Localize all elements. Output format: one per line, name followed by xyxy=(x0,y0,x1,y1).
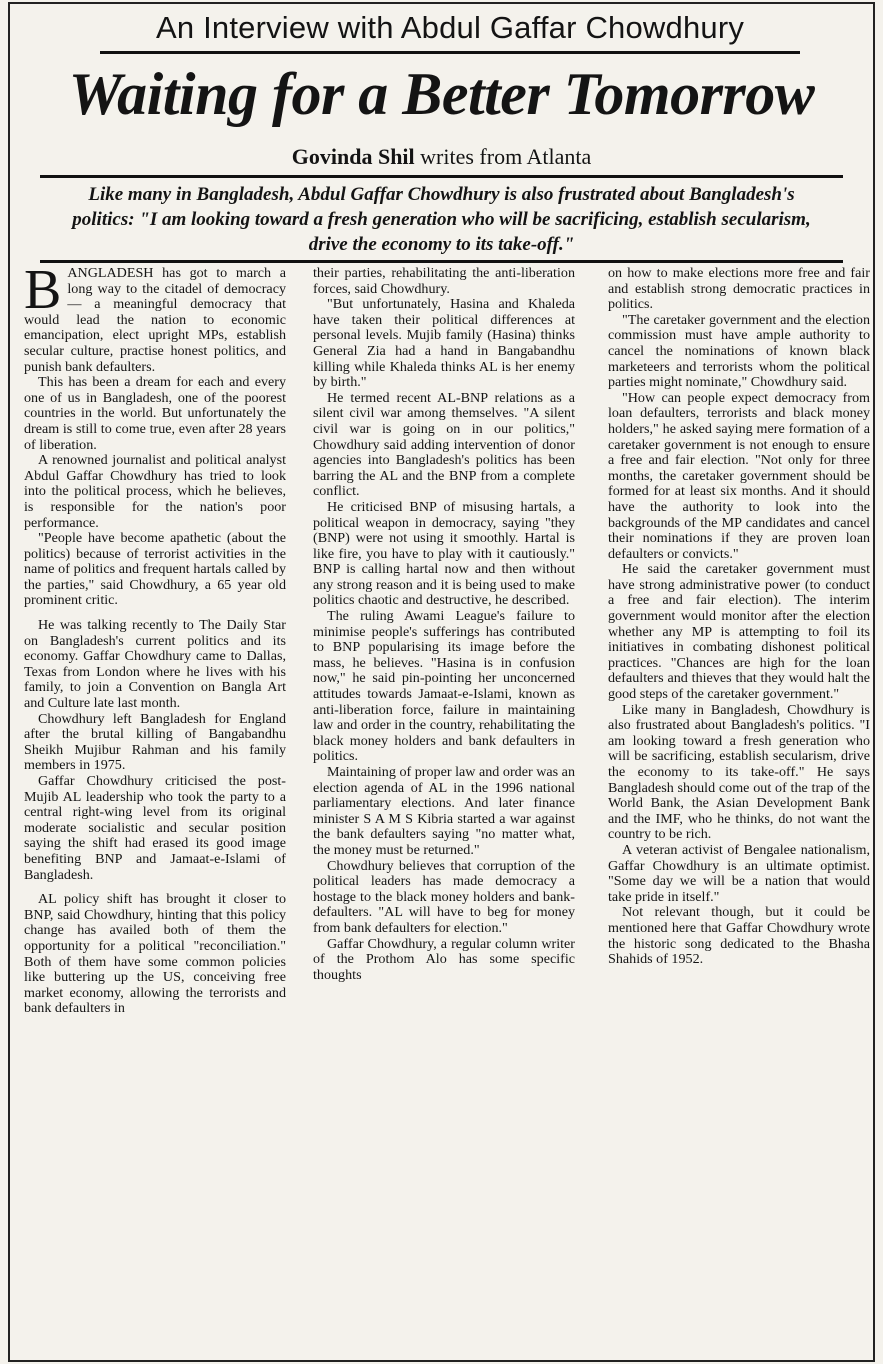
kicker: An Interview with Abdul Gaffar Chowdhury xyxy=(155,10,745,45)
article-paragraph: He criticised BNP of misusing hartals, a political weapon in democracy, saying "they (BNP) were not using it smoothly. Hartal is like fire, you have to play with it cautiously." BNP is calling hartal now and then without any strong reason and it is being used to make politics chaotic and destructive, he described. xyxy=(313,498,575,609)
article-column-1 xyxy=(24,266,286,1356)
article-paragraph: Chowdhury believes that corruption of the political leaders has made democracy a hostage to the black money holders and bank-defaulters. "AL will have to beg for money from bank defaulters for election." xyxy=(313,857,575,936)
article-paragraph: Not relevant though, but it could be mentioned here that Gaffar Chowdhury wrote the historic song dedicated to the Bhasha Shahids of 1952. xyxy=(608,904,870,968)
byline xyxy=(0,142,883,172)
paragraph-text: ANGLADESH has got to march a long way to the citadel of democracy — a meaningful democracy that would lead the nation to economic emancipation, elect upright MPs, establish secular culture, practise honest politics, and punish bank defaulters. xyxy=(24,266,286,375)
article-paragraph: "How can people expect democracy from loan defaulters, terrorists and black money holders," he asked saying mere formation of a caretaker government is not enough to ensure a free and fair election. "Not only for three months, the caretaker government should be formed for at least six months. And it should have the authority to look into the backgrounds of the MP candidates and cancel their nominations if they are proven loan defaulters or convicts." xyxy=(608,389,870,562)
pullquote-rule-bottom xyxy=(40,260,843,263)
article-paragraph: A renowned journalist and political analyst Abdul Gaffar Chowdhury has tried to look into the political process, which he believes, is responsible for the nation's poor performance. xyxy=(24,452,286,531)
border-left xyxy=(8,2,10,1362)
kicker-block xyxy=(100,8,800,56)
kicker-underline xyxy=(100,51,800,54)
article-paragraph: Like many in Bangladesh, Chowdhury is also frustrated about Bangladesh's politics. "I am looking toward a fresh generation who will be sacrificing, establish secularism, drive the economy to its take-off." He says Bangladesh should come out of the trap of the World Bank, the Asian Development Bank and the IMF, who he thinks, do not want the country to be rich. xyxy=(608,701,870,843)
byline-rest: writes from Atlanta xyxy=(420,144,592,169)
article-paragraph: Gaffar Chowdhury criticised the post-Mujib AL leadership who took the party to a central right-wing level from its original moderate socialistic and secular position saying the shift had erased its good image benefiting BNP and Jamaat-e-Islami of Bangladesh. xyxy=(24,773,286,883)
article-body xyxy=(24,266,869,1356)
article-paragraph: AL policy shift has brought it closer to BNP, said Chowdhury, hinting that this policy change has availed both of them the opportunity for a political "reconciliation." Both of them have some common policies like buttering up the US, conceiving free market economy, allowing the terrorists and bank defaulters in xyxy=(24,891,286,1017)
article-paragraph: "But unfortunately, Hasina and Khaleda have taken their political differences at personal levels. Mujib family (Hasina) thinks General Zia had a hand in Bangabandhu killing while Khaleda thinks AL is her enemy by birth." xyxy=(313,296,575,391)
headline: Waiting for a Better Tomorrow xyxy=(68,61,815,127)
article-paragraph: A veteran activist of Bengalee nationalism, Gaffar Chowdhury is an ultimate optimist. "Some day we will be a nation that would take pride in itself." xyxy=(608,841,870,905)
pullquote-rule-top xyxy=(40,175,843,178)
article-paragraph: He termed recent AL-BNP relations as a silent civil war among themselves. "A silent civil war is going on in our politics," Chowdhury said adding intervention of donor agencies into Bangladesh's politics has been barring the AL and the BNP from a complete conflict. xyxy=(313,389,575,500)
article-paragraph: He said the caretaker government must have strong administrative power (to conduct a free and fair election). The interim government would monitor after the election whether any MP is attempting to foil its initiatives in combating dishonest political practices. "Chances are high for the loan defaulters and thieves that they would halt the good steps of the caretaker government." xyxy=(608,561,870,703)
article-paragraph: The ruling Awami League's failure to minimise people's sufferings has contributed to BNP popularising its image before the mass, he believes. "Hasina is in confusion now," he said pin-pointing her unconcerned attitudes towards Jamaat-e-Islami, known as anti-liberation force, failure in maintaining law and order in the country, rehabilitating the black money holders and bank defaulters in politics. xyxy=(313,608,575,765)
article-paragraph: "People have become apathetic (about the politics) because of terrorist activities in the name of politics and frequent hartals called by the parties," said Chowdhury, a 65 year old prominent critic. xyxy=(24,530,286,609)
border-right xyxy=(873,2,875,1362)
drop-cap: B xyxy=(24,266,62,321)
article-paragraph: He was talking recently to The Daily Star on Bangladesh's current politics and its economy. Gaffar Chowdhury came to Dallas, Texas from London where he lives with his family, to join a Convention on Bangla Art and Culture late last month. xyxy=(24,617,286,712)
article-paragraph: Maintaining of proper law and order was an election agenda of AL in the 1996 national parliamentary elections. And later finance minister S A M S Kibria started a war against the bank defaulters saying "no matter what, the money must be returned." xyxy=(313,764,575,858)
article-paragraph: "The caretaker government and the election commission must have ample authority to cancel the nominations of known black marketeers and terrorists whom the political parties might nominate," Chowdhury said. xyxy=(608,311,870,391)
article-column-2 xyxy=(313,266,575,1356)
article-paragraph: This has been a dream for each and every one of us in Bangladesh, one of the poorest countries in the world. But unfortunately the dream is still to come true, even after 28 years of liberation. xyxy=(24,374,286,453)
article-paragraph: on how to make elections more free and fair and establish strong democratic practices in politics. xyxy=(608,266,870,313)
article-paragraph: Chowdhury left Bangladesh for England after the brutal killing of Bangabandhu Sheikh Mujibur Rahman and his family members in 1975. xyxy=(24,710,286,774)
article-paragraph: Gaffar Chowdhury, a regular column writer of the Prothom Alo has some specific thoughts xyxy=(313,935,575,983)
pullquote: Like many in Bangladesh, Abdul Gaffar Chowdhury is also frustrated about Bangladesh's politics: "I am looking toward a fresh generation who will be sacrificing, establish secularism, drive the economy to its take-off." xyxy=(72,184,811,255)
article-paragraph xyxy=(24,266,286,375)
article-column-3 xyxy=(608,266,870,1356)
border-bottom xyxy=(8,1360,875,1362)
byline-author: Govinda Shil xyxy=(291,144,415,169)
border-top xyxy=(8,2,875,4)
article-paragraph: their parties, rehabilitating the anti-liberation forces, said Chowdhury. xyxy=(313,266,575,297)
